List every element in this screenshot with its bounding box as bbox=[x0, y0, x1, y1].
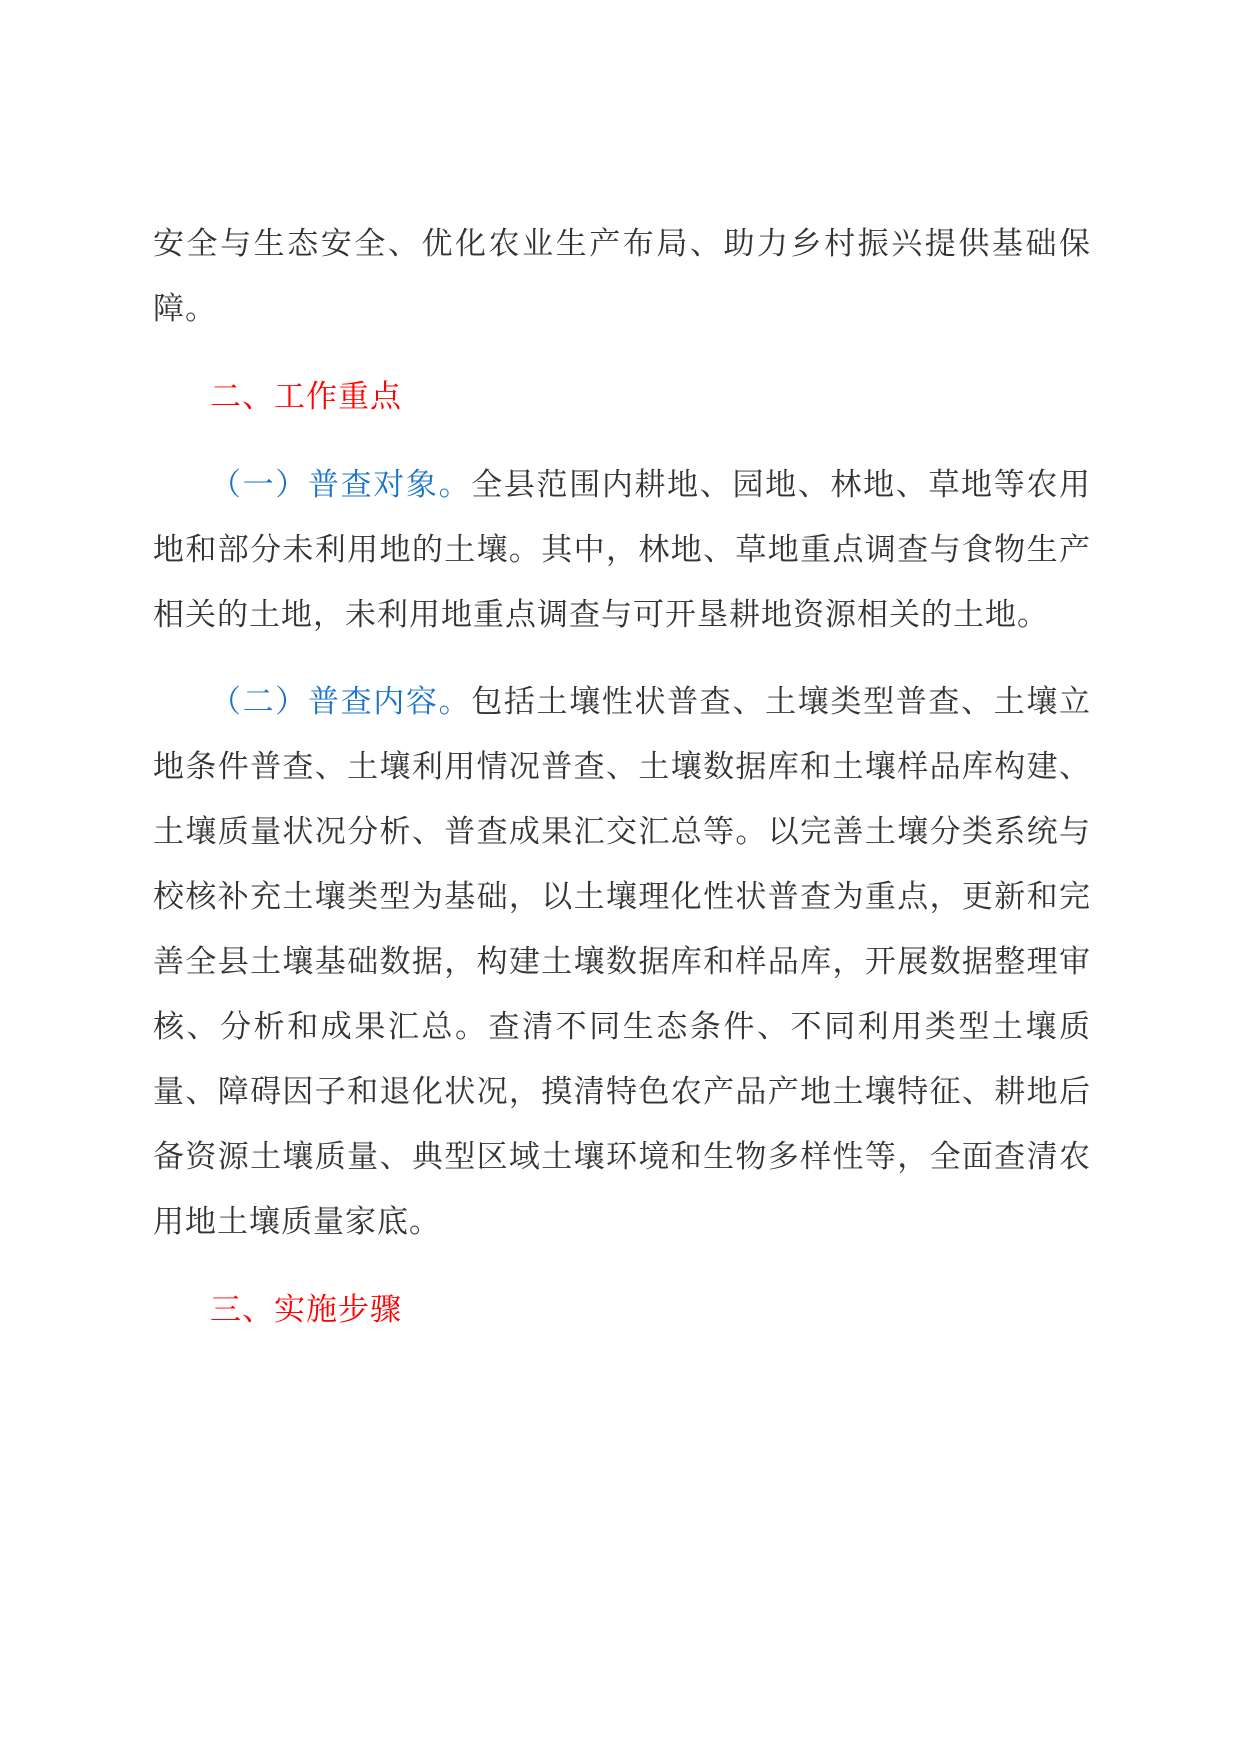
section-heading-work-focus: 二、工作重点 bbox=[210, 379, 402, 415]
paragraph-survey-object bbox=[153, 453, 1091, 648]
subheading-survey-content: （二）普查内容。 bbox=[210, 684, 472, 720]
document-page bbox=[153, 212, 1091, 1343]
section-heading-implementation-steps: 三、实施步骤 bbox=[210, 1292, 402, 1328]
paragraph-survey-content bbox=[153, 670, 1091, 1255]
survey-content-text: 包括土壤性状普查、土壤类型普查、土壤立地条件普查、土壤利用情况普查、土壤数据库和土壤样品库构建、土壤质量状况分析、普查成果汇交汇总等。以完善土壤分类系统与校核补充土壤类型为基础，以土壤理化性状普查为重点，更新和完善全县土壤基础数据，构建土壤数据库和样品库，开展数据整理审核、分析和成果汇总。查清不同生态条件、不同利用类型土壤质量、障碍因子和退化状况，摸清特色农产品产地土壤特征、耕地后备资源土壤质量、典型区域土壤环境和生物多样性等，全面查清农用地土壤质量家底。 bbox=[153, 684, 1092, 1240]
survey-object-text: 全县范围内耕地、园地、林地、草地等农用地和部分未利用地的土壤。其中，林地、草地重点调查与食物生产相关的土地，未利用地重点调查与可开垦耕地资源相关的土地。 bbox=[153, 467, 1092, 633]
subheading-survey-object: （一）普查对象。 bbox=[210, 467, 472, 503]
intro-paragraph: 安全与生态安全、优化农业生产布局、助力乡村振兴提供基础保障。 bbox=[153, 226, 1091, 327]
